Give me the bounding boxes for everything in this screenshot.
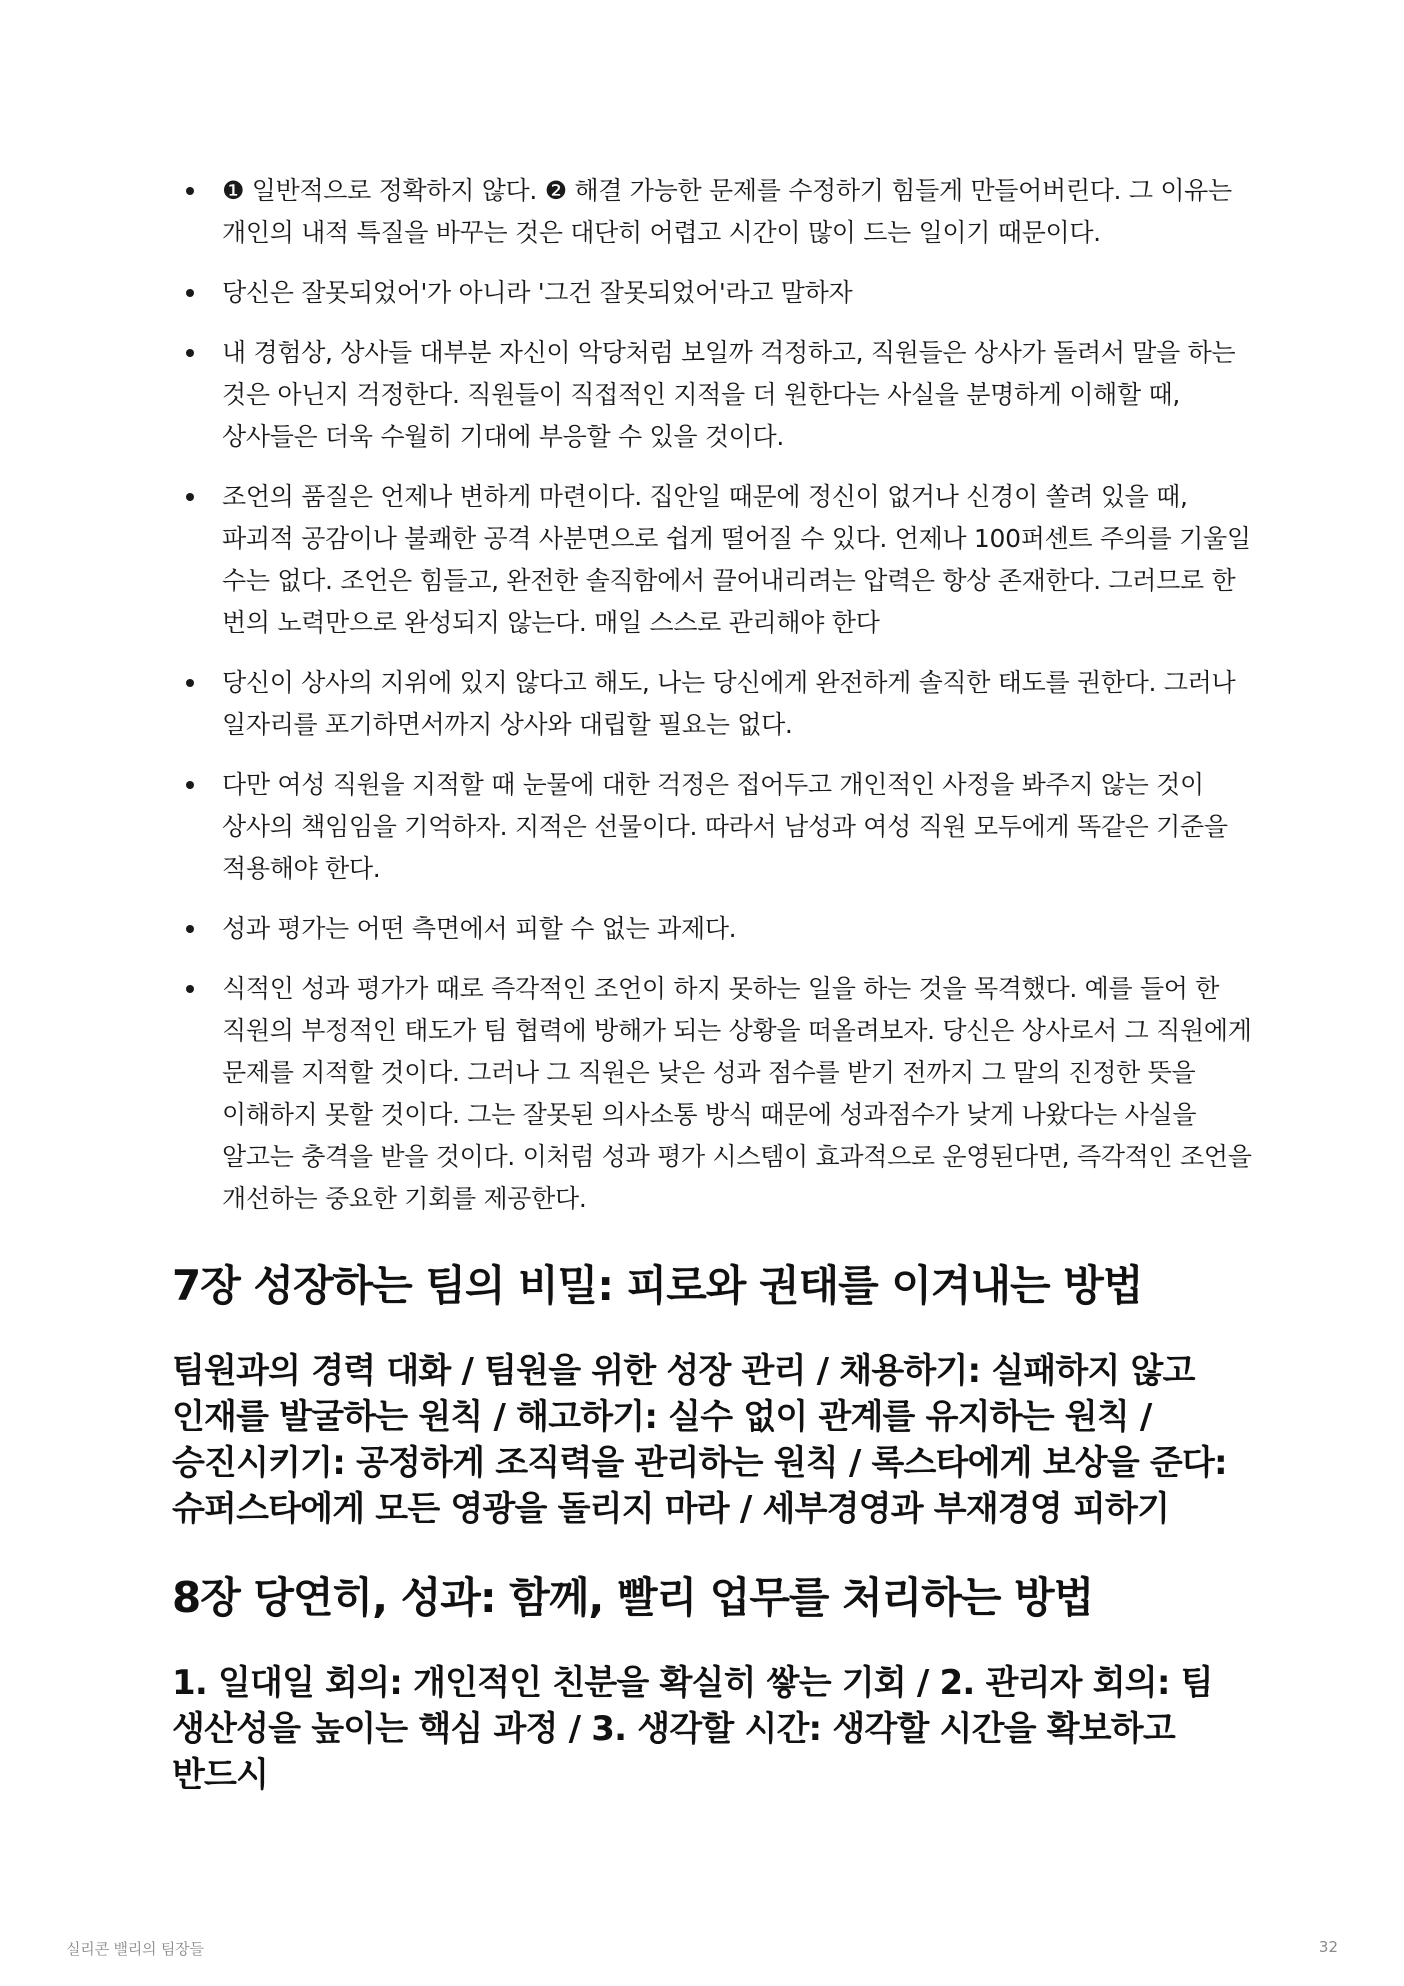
bullet-item: 성과 평가는 어떤 측면에서 피할 수 없는 과제다. — [172, 908, 1252, 950]
chapter-8-title: 8장 당연히, 성과: 함께, 빨리 업무를 처리하는 방법 — [172, 1573, 1094, 1622]
footer-book-title: 실리콘 밸리의 팀장들 — [66, 1940, 204, 1958]
bullet-item: ❶ 일반적으로 정확하지 않다. ❷ 해결 가능한 문제를 수정하기 힘들게 만들어버린다. 그 이유는 개인의 내적 특질을 바꾸는 것은 대단히 어렵고 시간이 많이 드는 일이기 때문이다. — [172, 170, 1252, 254]
bullet-item: 조언의 품질은 언제나 변하게 마련이다. 집안일 때문에 정신이 없거나 신경이 쏠려 있을 때, 파괴적 공감이나 불쾌한 공격 사분면으로 쉽게 떨어질 수 있다. 언제나 100퍼센트 주의를 기울일 수는 없다. 조언은 힘들고, 완전한 솔직함에서 끌어내리려는 압력은 항상 존재한다. 그러므로 한 번의 노력만으로 완성되지 않는다. 매일 스스로 관리해야 한다 — [172, 476, 1252, 644]
chapter-8-sections: 1. 일대일 회의: 개인적인 친분을 확실히 쌓는 기회 / 2. 관리자 회의: 팀 생산성을 높이는 핵심 과정 / 3. 생각할 시간: 생각할 시간을 확보하고 반드시 — [172, 1663, 1213, 1795]
bullet-item: 당신이 상사의 지위에 있지 않다고 해도, 나는 당신에게 완전하게 솔직한 태도를 권한다. 그러나 일자리를 포기하면서까지 상사와 대립할 필요는 없다. — [172, 662, 1252, 746]
summary-bullet-list — [172, 170, 1252, 1220]
chapter-7-sections: 팀원과의 경력 대화 / 팀원을 위한 성장 관리 / 채용하기: 실패하지 않고 인재를 발굴하는 원칙 / 해고하기: 실수 없이 관계를 유지하는 원칙 / 승진시키기: 공정하게 조직력을 관리하는 원칙 / 록스타에게 보상을 준다: 슈퍼스타에게 모든 영광을 돌리지 마라 / 세부경영과 부재경영 피하기 — [172, 1351, 1227, 1529]
page-content — [172, 170, 1252, 1836]
bullet-item: 내 경험상, 상사들 대부분 자신이 악당처럼 보일까 걱정하고, 직원들은 상사가 돌려서 말을 하는 것은 아닌지 걱정한다. 직원들이 직접적인 지적을 더 원한다는 사실을 분명하게 이해할 때, 상사들은 더욱 수월히 기대에 부응할 수 있을 것이다. — [172, 332, 1252, 458]
bullet-item: 다만 여성 직원을 지적할 때 눈물에 대한 걱정은 접어두고 개인적인 사정을 봐주지 않는 것이 상사의 책임임을 기억하자. 지적은 선물이다. 따라서 남성과 여성 직원 모두에게 똑같은 기준을 적용해야 한다. — [172, 764, 1252, 890]
chapter-7-title: 7장 성장하는 팀의 비밀: 피로와 권태를 이겨내는 방법 — [172, 1261, 1143, 1310]
bullet-item: 당신은 잘못되었어'가 아니라 '그건 잘못되었어'라고 말하자 — [172, 272, 1252, 314]
footer-page-number: 32 — [1318, 1938, 1338, 1956]
bullet-item: 식적인 성과 평가가 때로 즉각적인 조언이 하지 못하는 일을 하는 것을 목격했다. 예를 들어 한 직원의 부정적인 태도가 팀 협력에 방해가 되는 상황을 떠올려보자. 당신은 상사로서 그 직원에게 문제를 지적할 것이다. 그러나 그 직원은 낮은 성과 점수를 받기 전까지 그 말의 진정한 뜻을 이해하지 못할 것이다. 그는 잘못된 의사소통 방식 때문에 성과점수가 낮게 나왔다는 사실을 알고는 충격을 받을 것이다. 이처럼 성과 평가 시스템이 효과적으로 운영된다면, 즉각적인 조언을 개선하는 중요한 기회를 제공한다. — [172, 968, 1252, 1220]
